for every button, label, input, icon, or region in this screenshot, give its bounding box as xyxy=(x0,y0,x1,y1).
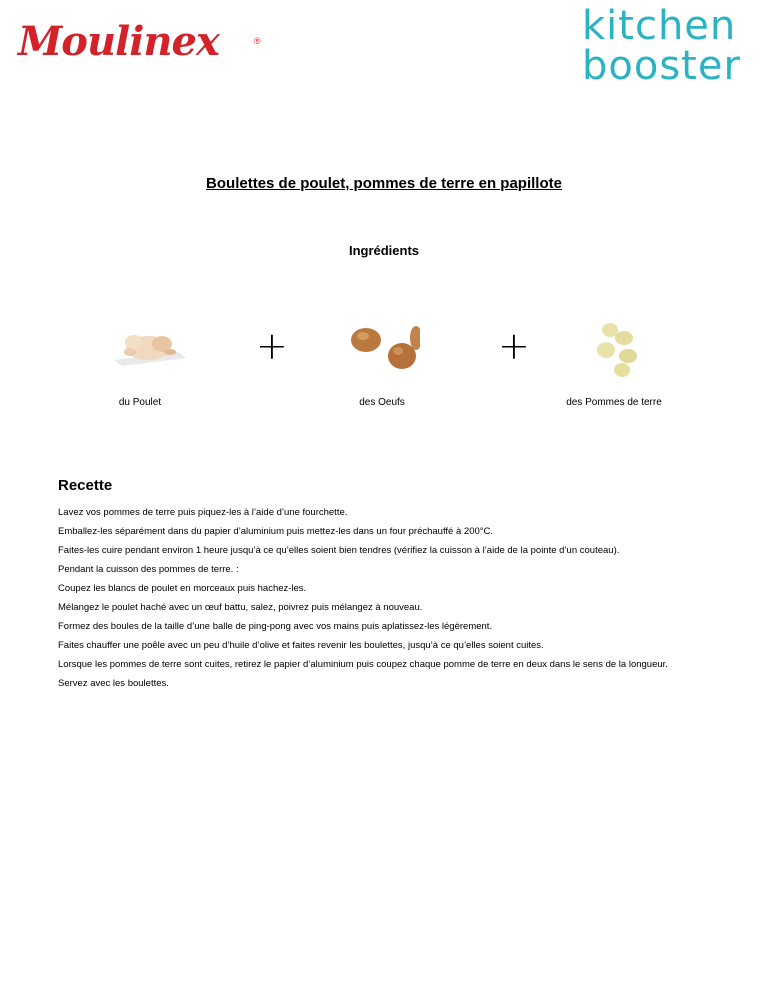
recipe-step: Formez des boules de la taille d’une balle de ping-pong avec vos mains puis aplatissez-les légèrement. xyxy=(58,621,493,632)
chicken-image xyxy=(112,322,188,366)
ingredient-label-eggs: des Oeufs xyxy=(359,397,405,408)
ingredients-heading: Ingrédients xyxy=(348,243,420,258)
recipe-step: Faites chauffer une poêle avec un peu d’huile d’olive et faites revenir les boulettes, jusqu’à ce qu’elles soient cuites. xyxy=(58,640,544,651)
kitchen-booster-line1: kitchen xyxy=(582,3,737,49)
moulinex-logo xyxy=(18,18,261,66)
recipe-step: Emballez-les séparément dans du papier d’aluminium puis mettez-les dans un four préchauffé à 200°C. xyxy=(58,526,494,537)
recipe-step: Coupez les blancs de poulet en morceaux puis hachez-les. xyxy=(58,583,307,594)
eggs-image xyxy=(346,318,420,374)
kitchen-booster-logo xyxy=(582,3,750,89)
recipe-step: Faites-les cuire pendant environ 1 heure jusqu’à ce qu’elles soient bien tendres (vérifiez la cuisson à l’aide de la pointe d’un couteau). xyxy=(58,545,620,556)
potatoes-image xyxy=(592,318,642,380)
recipe-step: Lorsque les pommes de terre sont cuites, retirez le papier d’aluminium puis coupez chaque pomme de terre en deux dans le sens de la longueur. xyxy=(58,659,668,670)
plus-separator-2: + xyxy=(498,324,530,368)
plus-separator-1: + xyxy=(256,324,288,368)
recipe-heading: Recette xyxy=(58,477,113,494)
recipe-step: Lavez vos pommes de terre puis piquez-les à l’aide d’une fourchette. xyxy=(58,507,348,518)
recipe-step: Servez avec les boulettes. xyxy=(58,678,169,689)
kitchen-booster-line2: booster xyxy=(582,43,741,89)
recipe-title: Boulettes de poulet, pommes de terre en papillote xyxy=(206,175,562,192)
registered-mark: ® xyxy=(254,36,261,46)
ingredient-label-chicken: du Poulet xyxy=(118,397,162,408)
recipe-step: Pendant la cuisson des pommes de terre. : xyxy=(58,564,239,575)
ingredient-label-potatoes: des Pommes de terre xyxy=(566,397,662,408)
moulinex-logo-text: Moulinex xyxy=(18,18,219,65)
recipe-steps xyxy=(58,503,710,693)
recipe-step: Mélangez le poulet haché avec un œuf battu, salez, poivrez puis mélangez à nouveau. xyxy=(58,602,423,613)
